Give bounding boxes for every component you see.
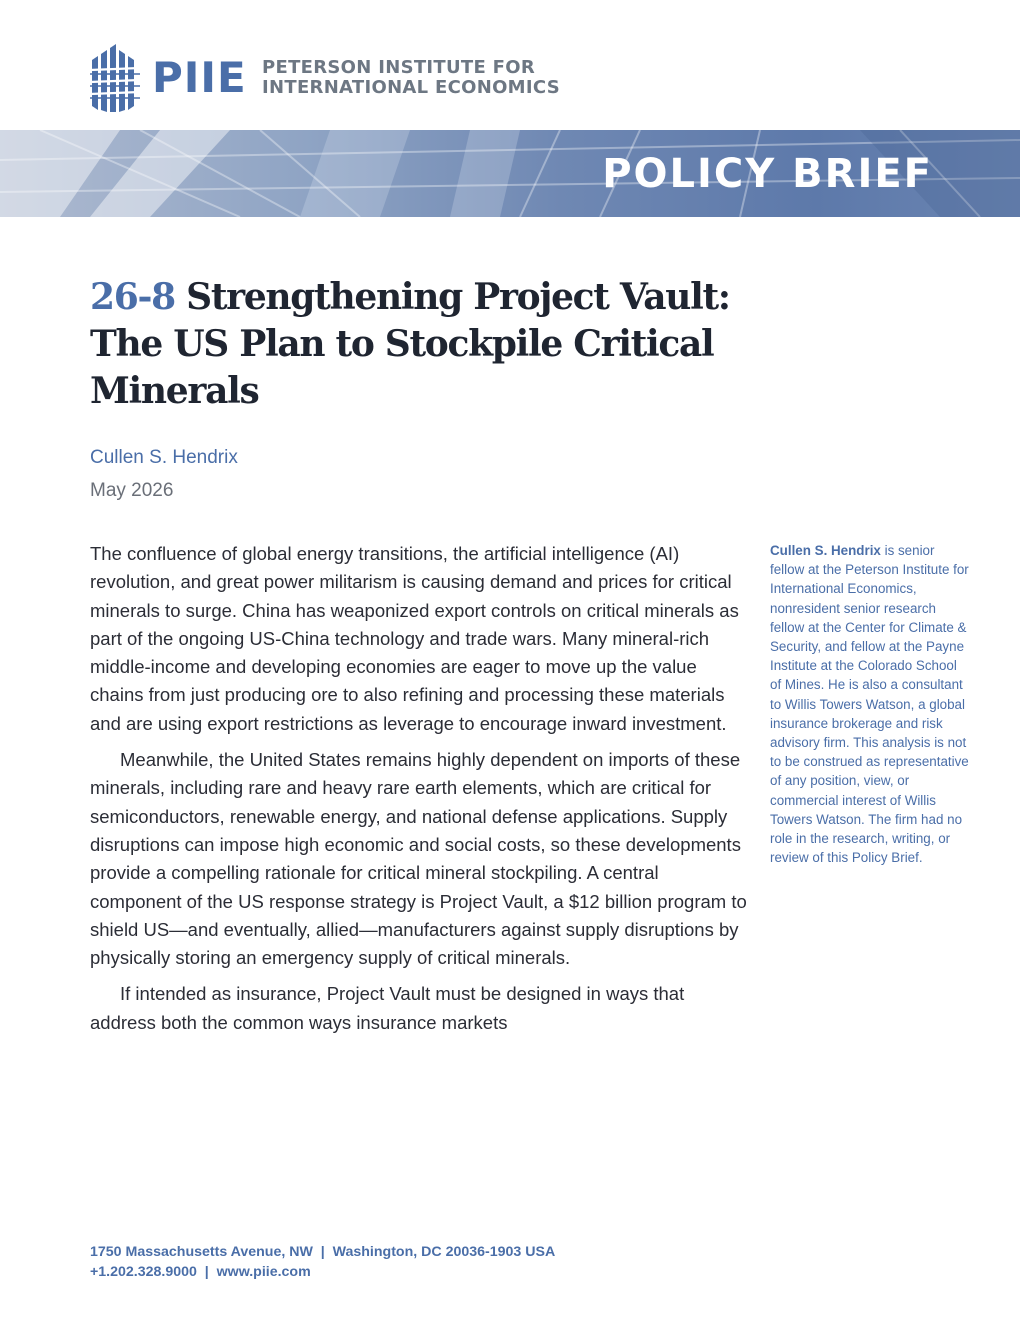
author-name[interactable]: Cullen S. Hendrix: [90, 447, 238, 468]
bio-text: is senior fellow at the Peterson Institute for International Economics, nonresident senior research fellow at the Center for Climate & Security, and fellow at the Payne Institute at the Colorado School of Mines. He is also a consultant to Willis Towers Watson, a global insurance brokerage and risk advisory firm. This analysis is not to be construed as representative of any position, view, or commercial interest of Willis Towers Watson. The firm had no role in the research, writing, or review of this Policy Brief.: [770, 543, 969, 866]
footer-contact: [90, 1242, 555, 1282]
building-logo-icon: [90, 44, 140, 112]
publication-date: May 2026: [90, 480, 174, 501]
logo-name-line-2: INTERNATIONAL ECONOMICS: [262, 77, 560, 98]
logo-institute-name: [262, 58, 592, 98]
brief-number: 26-8: [90, 276, 175, 318]
policy-brief-banner: [0, 130, 1020, 217]
paragraph: If intended as insurance, Project Vault must be designed in ways that address both the common ways insurance markets: [90, 983, 685, 1033]
author-bio-sidebar: [770, 541, 970, 867]
logo-name-line-1: PETERSON INSTITUTE FOR: [262, 57, 536, 78]
article-body: [90, 540, 750, 1045]
banner-title: POLICY BRIEF: [602, 151, 933, 197]
paragraph: The confluence of global energy transitions, the artificial intelligence (AI) revolution, and great power militarism is causing demand and prices for critical minerals to surge. China has weaponized export controls on critical minerals as part of the ongoing US-China technology and trade wars. Many mineral-rich middle-income and developing economies are eager to move up the value chains from just producing ore to also refining and processing these materials and are using export restrictions as leverage to encourage inward investment.: [90, 543, 739, 734]
footer-address: 1750 Massachusetts Avenue, NW | Washington, DC 20036-1903 USA: [90, 1244, 556, 1260]
article-title: [90, 274, 730, 415]
paragraph: Meanwhile, the United States remains highly dependent on imports of these minerals, including rare and heavy rare earth elements, which are critical for semiconductors, renewable energy, and national defense applications. Supply disruptions can impose high economic and social costs, so these developments provide a compelling rationale for critical mineral stockpiling. A central component of the US response strategy is Project Vault, a $12 billion program to shield US—and eventually, allied—manufacturers against supply disruptions by physically storing an emergency supply of critical minerals.: [90, 749, 747, 969]
article-title-text: Strengthening Project Vault: The US Plan to Stockpile Critical Minerals: [90, 276, 730, 412]
footer-phone-web[interactable]: +1.202.328.9000 | www.piie.com: [90, 1264, 311, 1280]
bio-author-name: Cullen S. Hendrix: [770, 543, 881, 558]
logo-abbreviation: PIIE: [152, 53, 247, 102]
